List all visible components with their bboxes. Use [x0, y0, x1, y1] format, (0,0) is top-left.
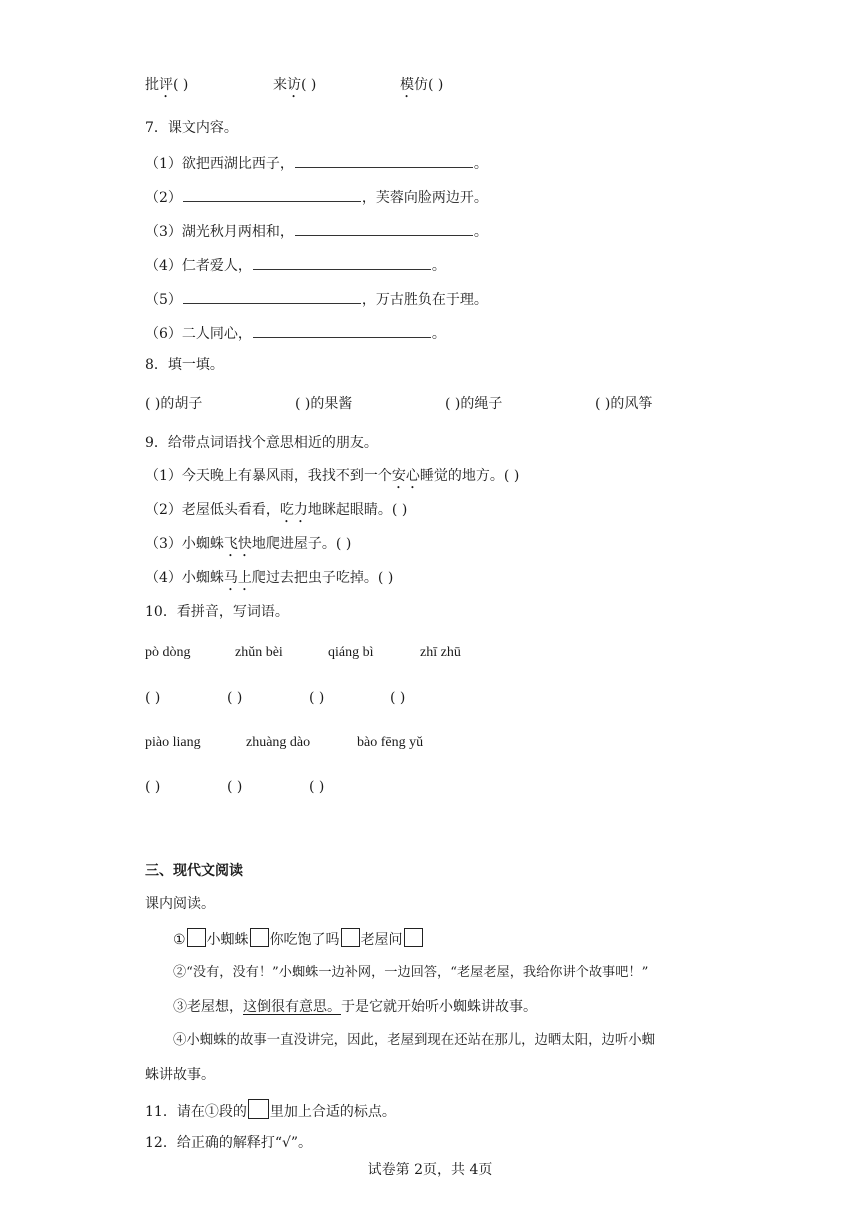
q9-item-2[interactable] [145, 500, 407, 526]
q11 [145, 1099, 396, 1122]
q9-item-pre: （2）老屋低头看看， [145, 502, 280, 518]
q7-item-6 [145, 322, 446, 344]
q10-pinyin-5: piào liang [145, 735, 201, 750]
q9-item-post: 地眯起眼睛。( ) [307, 502, 408, 518]
q10-answer-2[interactable]: ( ) [227, 690, 243, 706]
punct-box-3[interactable] [341, 928, 360, 947]
section-title: 三、现代文阅读 [145, 863, 243, 879]
punct-box-4[interactable] [404, 928, 423, 947]
q7-item-5 [145, 288, 488, 310]
q7-item-pre: 仁者爱人， [181, 258, 252, 274]
q11-pre: 11．请在①段的 [145, 1104, 247, 1120]
q7-item-pre: 二人同心， [181, 326, 252, 342]
q10-title: 10．看拼音，写词语。 [145, 604, 289, 620]
q9-dotted-word: 吃力 [279, 502, 308, 518]
punct-box-2[interactable] [250, 928, 269, 947]
q9-item-post: 睡觉的地方。( ) [419, 468, 520, 484]
q7-item-num: （5） [145, 292, 182, 308]
q6-b-dotted-char: 访 [287, 77, 301, 93]
passage-p1 [173, 928, 424, 950]
q8-item-2[interactable]: ( )的果酱 [295, 396, 353, 412]
q6-b-blank[interactable]: ( ) [301, 77, 317, 93]
q7-item-4 [145, 254, 446, 276]
q6-c-blank[interactable]: ( ) [428, 77, 444, 93]
q6-b-char: 来 [273, 77, 287, 93]
q6-row [145, 75, 188, 101]
q9-dotted-word: 马上 [223, 570, 252, 586]
q9-item-post: 地爬进屋子。( ) [251, 536, 352, 552]
passage-p3 [173, 997, 537, 1017]
q6-a-dotted-char: 评 [159, 77, 173, 93]
q7-item-post: ，万古胜负在于理。 [361, 292, 488, 308]
p1-text-2: 你吃饱了吗 [269, 932, 340, 948]
q7-blank-5[interactable] [183, 288, 361, 304]
q10-answer-3[interactable]: ( ) [309, 690, 325, 706]
q10-answer-4[interactable]: ( ) [390, 690, 406, 706]
q10-pinyin-1: pò dòng [145, 645, 191, 660]
q6-c-char: 仿 [414, 77, 428, 93]
q6-c-dotted-char: 模 [400, 77, 414, 93]
q6-a-blank[interactable]: ( ) [173, 77, 189, 93]
q10-pinyin-3: qiáng bì [328, 645, 374, 660]
q6-word-b [273, 75, 316, 101]
q10-answer-1[interactable]: ( ) [145, 690, 161, 706]
q7-blank-3[interactable] [295, 220, 473, 236]
q9-item-1[interactable] [145, 466, 519, 492]
q10-answer-6[interactable]: ( ) [227, 779, 243, 795]
q7-blank-1[interactable] [295, 152, 473, 168]
q9-dotted-word: 安心 [391, 468, 420, 484]
q9-title: 9．给带点词语找个意思相近的朋友。 [145, 435, 378, 451]
q7-item-2 [145, 186, 488, 208]
q7-item-pre: 欲把西湖比西子， [181, 156, 294, 172]
q9-item-pre: （4）小蜘蛛 [145, 570, 224, 586]
q10-pinyin-2: zhǔn bèi [235, 645, 283, 660]
q9-item-post: 爬过去把虫子吃掉。( ) [251, 570, 394, 586]
p1-text-1: 小蜘蛛 [206, 932, 249, 948]
section-intro: 课内阅读。 [145, 896, 215, 912]
q7-item-num: （2） [145, 190, 182, 206]
q7-item-3 [145, 220, 488, 242]
q6-a-char: 批 [145, 77, 159, 93]
q10-answer-5[interactable]: ( ) [145, 779, 161, 795]
q7-item-num: （3） [145, 224, 182, 240]
p1-text-3: 老屋问 [360, 932, 403, 948]
q7-item-post: ，芙蓉向脸两边开。 [361, 190, 488, 206]
q7-blank-2[interactable] [183, 186, 361, 202]
q10-pinyin-6: zhuàng dào [246, 735, 311, 750]
q8-item-3[interactable]: ( )的绳子 [445, 396, 503, 412]
passage-p2: ②“没有，没有！”小蜘蛛一边补网，一边回答，“老屋老屋，我给你讲个故事吧！” [173, 965, 649, 980]
q7-item-post: 。 [473, 224, 488, 240]
q7-item-num: （1） [145, 156, 182, 172]
q8-title: 8．填一填。 [145, 357, 224, 373]
p3-post: 于是它就开始听小蜘蛛讲故事。 [341, 999, 537, 1015]
q7-blank-4[interactable] [253, 254, 431, 270]
q10-pinyin-4: zhī zhū [420, 645, 461, 660]
q11-post: 里加上合适的标点。 [269, 1104, 396, 1120]
q9-item-pre: （1）今天晚上有暴风雨，我找不到一个 [145, 468, 392, 484]
passage-p4-line1: ④小蜘蛛的故事一直没讲完，因此，老屋到现在还站在那儿，边晒太阳，边听小蜘 [173, 1033, 656, 1048]
paragraph-mark: ① [173, 932, 186, 948]
q7-item-post: 。 [431, 258, 446, 274]
q7-item-num: （6） [145, 326, 182, 342]
q10-answer-7[interactable]: ( ) [309, 779, 325, 795]
q9-item-pre: （3）小蜘蛛 [145, 536, 224, 552]
q7-item-post: 。 [473, 156, 488, 172]
q12-title: 12．给正确的解释打“√”。 [145, 1135, 313, 1151]
p3-pre: ③老屋想， [173, 999, 243, 1015]
q7-title: 7．课文内容。 [145, 120, 238, 136]
q6-word-a [145, 77, 188, 93]
q7-item-post: 。 [431, 326, 446, 342]
punct-box-1[interactable] [187, 928, 206, 947]
q7-item-1 [145, 152, 488, 174]
q7-item-num: （4） [145, 258, 182, 274]
q10-pinyin-7: bào fēng yǔ [357, 735, 424, 750]
q9-dotted-word: 飞快 [223, 536, 252, 552]
p3-underlined: 这倒很有意思。 [243, 999, 341, 1015]
q7-item-pre: 湖光秋月两相和， [181, 224, 294, 240]
q6-word-c [400, 75, 443, 101]
q8-item-1[interactable]: ( )的胡子 [145, 396, 203, 412]
q9-item-3[interactable] [145, 534, 351, 560]
passage-p4-line2: 蛛讲故事。 [145, 1067, 215, 1083]
q7-blank-6[interactable] [253, 322, 431, 338]
q8-item-4[interactable]: ( )的风筝 [595, 396, 653, 412]
q11-box [248, 1099, 269, 1119]
page-footer: 试卷第 2页，共 4页 [367, 1162, 493, 1178]
q9-item-4[interactable] [145, 568, 393, 594]
